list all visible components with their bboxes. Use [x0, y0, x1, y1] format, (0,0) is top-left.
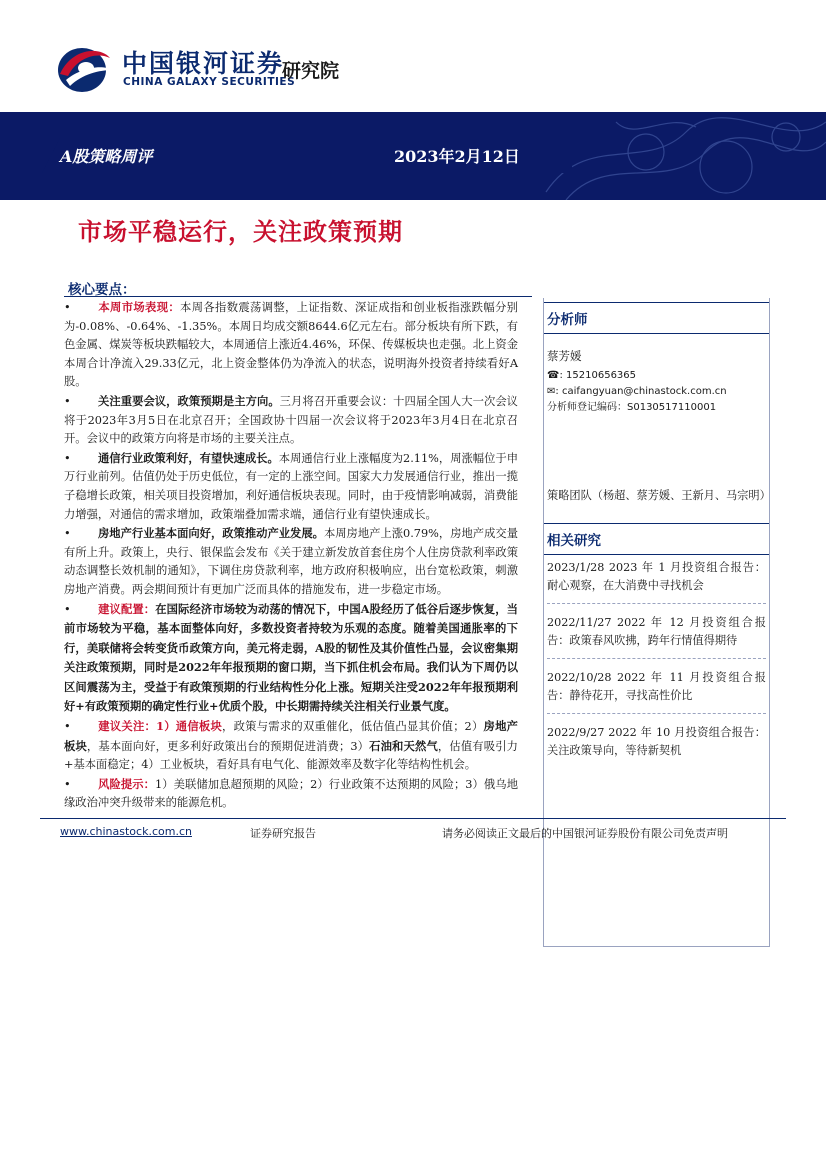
report-banner — [0, 112, 826, 200]
related-date: 2022/9/27 — [547, 726, 605, 739]
footer-report-label: 证券研究报告 — [250, 827, 316, 840]
logo-english-name: CHINA GALAXY SECURITIES — [123, 76, 296, 88]
related-title: 2022 年 11 月投资组合报告：静待花开，寻找高性价比 — [547, 671, 766, 702]
paragraph-label: 建议配置： — [98, 601, 156, 616]
footer-website-link[interactable]: www.chinastock.com.cn — [60, 825, 192, 838]
related-title: 2022 年 10 月投资组合报告：关注政策导向，等待新契机 — [547, 726, 766, 757]
logo-chinese-name: 中国银河证券 — [122, 49, 285, 78]
phone-icon: ☎ — [547, 370, 560, 381]
bullet: • — [64, 527, 71, 541]
focus-text-a: 1） — [156, 719, 176, 734]
footer-divider — [40, 818, 786, 819]
sidebar — [543, 298, 770, 760]
paragraph-label: 建议关注： — [98, 719, 157, 734]
phone-number: 15210656365 — [566, 370, 637, 381]
focus-oil-gas: 石油和天然气 — [369, 738, 438, 753]
paragraph-meeting — [64, 392, 518, 449]
page-title: 市场平稳运行，关注政策预期 — [78, 217, 403, 246]
analyst-registration: 分析师登记编码：S0130517110001 — [547, 402, 717, 413]
bullet: • — [64, 394, 71, 408]
email-address[interactable]: caifangyuan@chinastock.com.cn — [561, 386, 727, 397]
focus-real-estate: 房地产板块 — [64, 719, 518, 753]
analyst-phone: ☎: 15210656365 — [547, 370, 637, 381]
focus-text-c: ，政策与需求的双重催化，低估值凸显其价值；2） — [222, 720, 484, 734]
mail-icon: ✉ — [547, 386, 556, 397]
bullet: • — [64, 720, 71, 734]
focus-text-e: ，基本面向好，更多利好政策出台的预期促进消费；3） — [86, 739, 370, 753]
paragraph-focus — [64, 717, 518, 775]
related-title: 2022 年 12 月投资组合报告：政策春风吹拂，跨年行情值得期待 — [547, 616, 766, 647]
galaxy-logo-icon — [52, 40, 116, 96]
analyst-email: ✉: caifangyuan@chinastock.com.cn — [547, 386, 727, 397]
company-logo — [52, 40, 352, 96]
related-research-heading: 相关研究 — [543, 523, 770, 555]
paragraph-label: 房地产行业基本面向好，政策推动产业发展。 — [98, 526, 324, 541]
paragraph-label: 通信行业政策利好，有望快速成长。 — [98, 450, 279, 465]
strategy-team: 策略团队（杨超、蔡芳媛、王新月、马宗明） — [547, 489, 771, 502]
banner-title-bar — [42, 138, 572, 173]
core-points-body — [64, 298, 518, 813]
footer-disclaimer: 请务必阅读正文最后的中国银河证券股份有限公司免责声明 — [442, 827, 728, 840]
paragraph-text: 在国际经济市场较为动荡的情况下，中国A股经历了低谷后逐步恢复，当前市场较为平稳，基本面整体向好，多数投资者持较为乐观的态度。随着美国通胀率的下行，美联储将会转变货币政策方向，美元将走弱，A股的韧性及其价值性凸显，会议密集期关注政策预期，同时是2022年年报预期的窗口期，当下抓住机会布局。我们认为下周仍以区间震荡为主，受益于有政策预期的行业结构性分化上涨。短期关注受2022年年报预期利好+有政策预期的确定性行业+优质个股，中长期需持续关注相关行业景气度。 — [64, 601, 518, 714]
related-date: 2023/1/28 — [547, 561, 605, 574]
paragraph-real-estate — [64, 524, 518, 599]
paragraph-text: 本周各指数震荡调整，上证指数、深证成指和创业板指涨跌幅分别为-0.08%、-0.64%、-1.35%。本周日均成交额8644.6亿元左右。部分板块有所下跌，有色金属、煤炭等板块跌幅较大，本周通信上涨近4.46%，环保、传媒板块也走强。北上资金本周合计净流入29.33亿元，北上资金整体仍为净流入的状态，说明海外投资者持续看好A股。 — [64, 301, 518, 389]
paragraph-text: 本周房地产上涨0.79%，房地产成交量有所上升。政策上，央行、银保监会发布《关于建立新发放首套住房个人住房贷款利率政策动态调整长效机制的通知》，下调住房贷款利率，地方政府积极响应，出台宽松政策，刺激房地产消费。两会期间预计有更加广泛而具体的措施发布，进一步稳定市场。 — [64, 527, 518, 596]
analyst-heading: 分析师 — [543, 302, 770, 334]
paragraph-text: 1）美联储加息超预期的风险；2）行业政策不达预期的风险；3）俄乌地缘政治冲突升级带来的能源危机。 — [64, 777, 518, 810]
paragraph-label: 本周市场表现： — [98, 300, 181, 314]
paragraph-text: 本周通信行业上涨幅度为2.11%，周涨幅位于申万行业前列。估值仍处于历史低位，有一定的上涨空间。国家大力发展通信行业，推出一揽子稳增长政策，相关项目投资增加，利好通信板块表现。同时，由于疫情影响减弱，消费能力增强，对通信的需求增加，政策端叠加需求端，通信行业有望快速成长。 — [64, 451, 518, 521]
related-date: 2022/11/27 — [547, 616, 612, 629]
bullet: • — [64, 301, 71, 314]
paragraph-market — [64, 298, 518, 392]
paragraph-label: 关注重要会议，政策预期是主方向。 — [98, 393, 280, 408]
related-title: 2023 年 1 月投资组合报告：耐心观察，在大消费中寻找机会 — [547, 561, 766, 592]
analyst-name: 蔡芳媛 — [547, 349, 582, 363]
focus-text-g: ，估值有吸引力+基本面稳定；4）工业板块，看好具有电气化、能源效率及数字化等结构性机会。 — [64, 739, 518, 772]
paragraph-text: 三月将召开重要会议：十四届全国人大一次会议将于2023年3月5日在北京召开；全国政协十四届一次会议将于2023年3月4日在北京召开。会议中的政策方向将是市场的主要关注点。 — [64, 394, 518, 446]
bullet: • — [64, 451, 71, 465]
institute-label: 研究院 — [282, 60, 340, 82]
sidebar-frame — [543, 298, 770, 947]
core-divider — [64, 296, 532, 297]
focus-telecom: 通信板块 — [175, 719, 223, 734]
paragraph-telecom — [64, 449, 518, 524]
report-type: A股策略周评 — [60, 147, 153, 166]
bullet: • — [64, 602, 71, 616]
bullet: • — [64, 777, 71, 791]
paragraph-allocation — [64, 600, 518, 718]
paragraph-label: 风险提示： — [98, 776, 155, 791]
report-date: 2023年2月12日 — [394, 147, 520, 166]
related-date: 2022/10/28 — [547, 671, 612, 684]
paragraph-risk — [64, 775, 518, 813]
core-points-title: 核心要点： — [68, 282, 136, 298]
